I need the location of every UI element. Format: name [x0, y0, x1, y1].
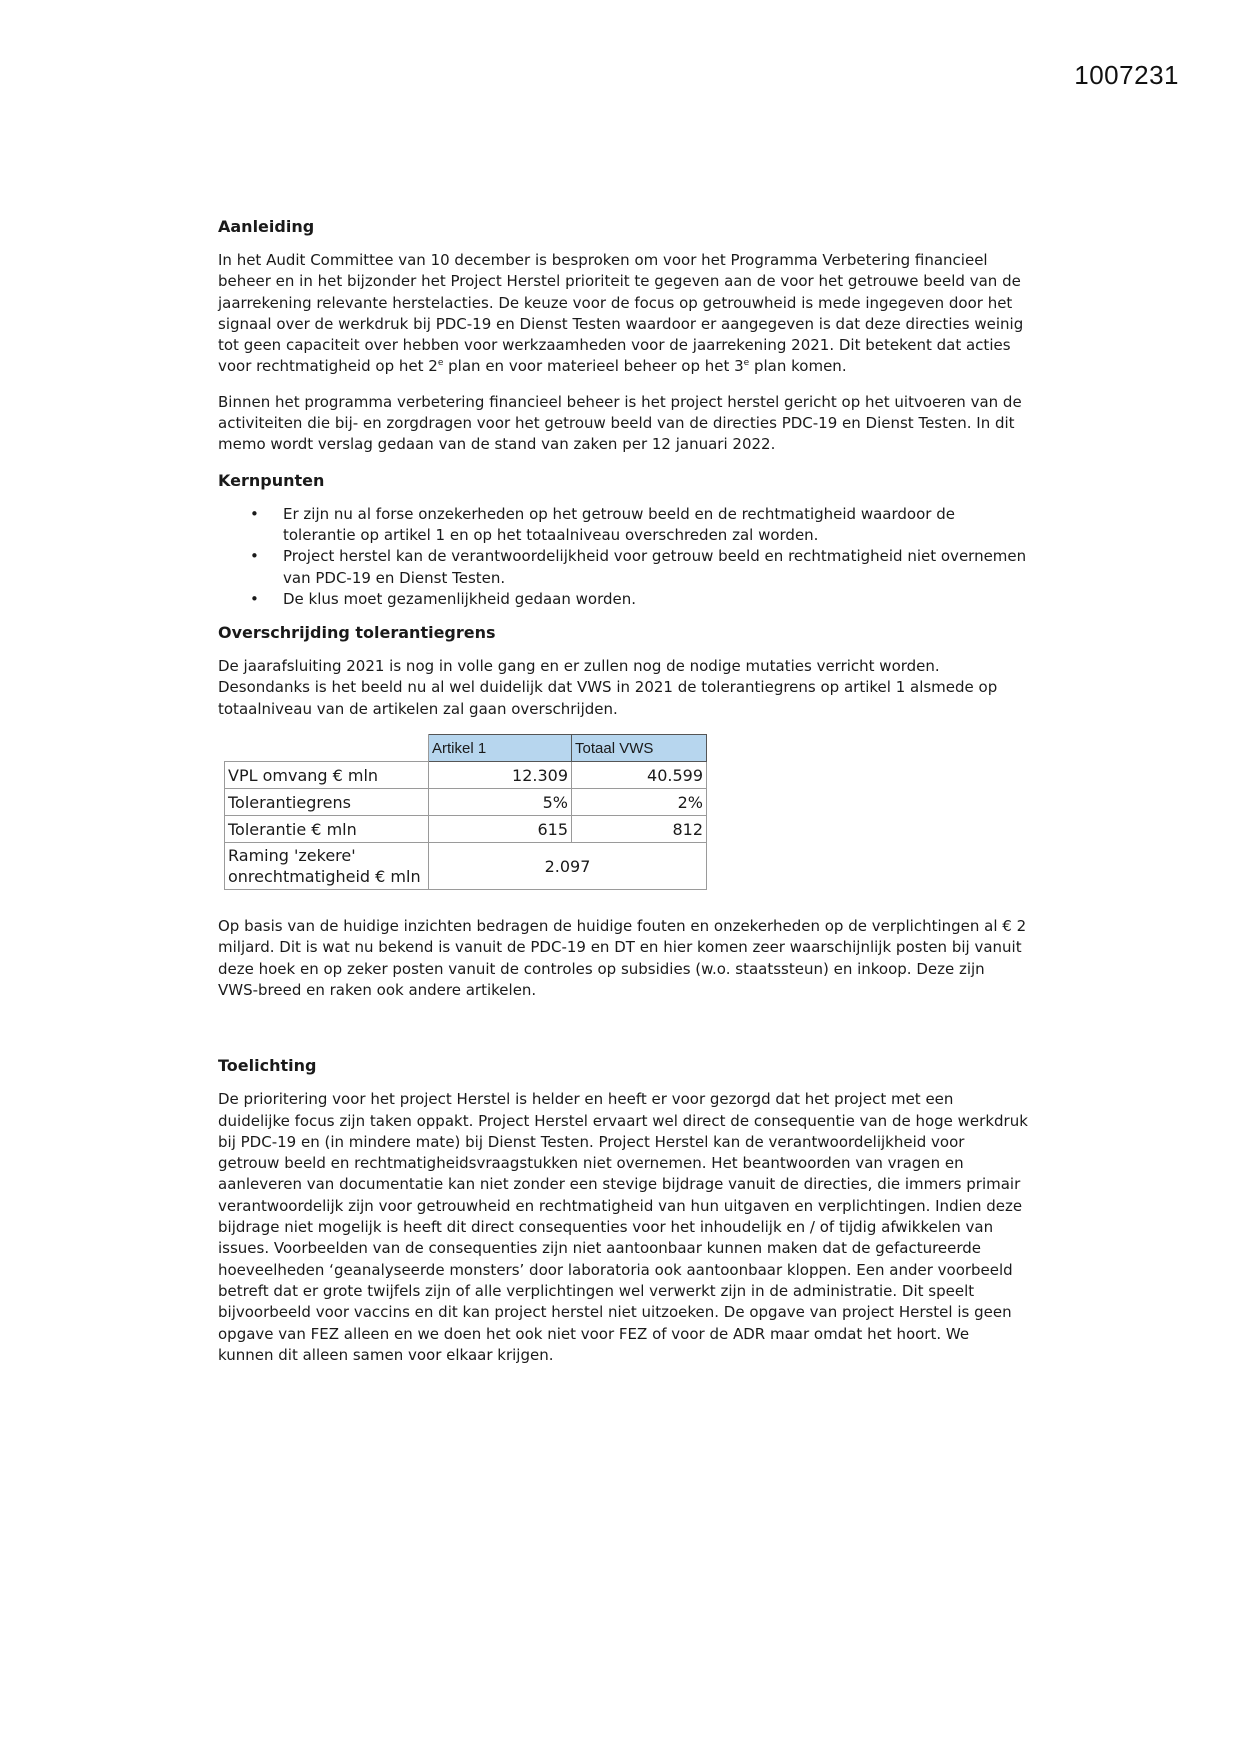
list-item: • De klus moet gezamenlijkheid gedaan worden. [283, 589, 1028, 610]
table-row-label-line-1: Raming 'zekere' [228, 846, 356, 866]
table-cell: 812 [572, 816, 707, 843]
table-row [225, 762, 707, 789]
document-number: 1007231 [1074, 60, 1179, 90]
table-row [225, 816, 707, 843]
overschrijding-paragraph-1: De jaarafsluiting 2021 is nog in volle gang en er zullen nog de nodige mutaties verricht worden. Desondanks is het beeld nu al wel duidelijk dat VWS in 2021 de tolerantiegrens op artikel 1 alsmede op totaalniveau van de artikelen zal gaan overschrijden. [218, 657, 998, 718]
aanleiding-p1-text-3: plan komen. [749, 357, 847, 376]
table-header-artikel-1: Artikel 1 [429, 735, 572, 762]
table-header-totaal-vws: Totaal VWS [572, 735, 707, 762]
aanleiding-p1-text-2: plan en voor materieel beheer op het 3 [443, 357, 744, 376]
section-spacer [218, 1015, 1028, 1055]
aanleiding-paragraph-1 [218, 250, 1028, 378]
table-header-row [225, 735, 707, 762]
kernpunten-list [218, 504, 1028, 610]
table-row-label-line-2: onrechtmatigheid € mln [228, 867, 421, 887]
table-cell: 40.599 [572, 762, 707, 789]
aanleiding-paragraph-2: Binnen het programma verbetering financieel beheer is het project herstel gericht op het uitvoeren van de activiteiten die bij- en zorgdragen voor het getrouw beeld van de directies PDC-19 en Dienst Testen. In dit memo wordt verslag gedaan van de stand van zaken per 12 januari 2022. [218, 392, 1022, 454]
aanleiding-p1-text: In het Audit Committee van 10 december is besproken om voor het Programma Verbetering financieel beheer en in het bijzonder het Project Herstel prioriteit te gegeven aan de voor het getrouwe beeld van de jaarrekening relevante herstelacties. De keuze voor de focus op getrouwheid is mede ingegeven door het signaal over de werkdruk bij PDC-19 en Dienst Testen waardoor er aangegeven is dat deze directies weinig tot geen capaciteit over hebben voor werkzaamheden voor de jaarrekening 2021. Dit betekent dat acties voor rechtmatigheid op het 2 [218, 251, 1024, 376]
list-item: • Er zijn nu al forse onzekerheden op het getrouw beeld en de rechtmatigheid waardoor de tolerantie op artikel 1 en op het totaalniveau overschreden zal worden. [283, 504, 1028, 547]
superscript-e-2: e [743, 358, 750, 369]
table-row-label: Tolerantie € mln [225, 816, 429, 843]
table-cell: 2% [572, 789, 707, 816]
overschrijding-paragraph-2: Op basis van de huidige inzichten bedragen de huidige fouten en onzekerheden op de verplichtingen al € 2 miljard. Dit is wat nu bekend is vanuit de PDC-19 en DT en hier komen zeer waarschijnlijk posten bij vanuit deze hoek en op zeker posten vanuit de controles op subsidies (w.o. staatssteun) en inkoop. Deze zijn VWS-breed en raken ook andere artikelen. [218, 917, 1027, 999]
toelichting-paragraph: De prioritering voor het project Herstel is helder en heeft er voor gezorgd dat het project met een duidelijke focus zijn taken oppakt. Project Herstel ervaart wel direct de consequentie van de hoge werkdruk bij PDC-19 en (in mindere mate) bij Dienst Testen. Project Herstel kan de verantwoordelijkheid voor getrouw beeld en rechtmatigheidsvraagstukken niet overnemen. Het beantwoorden van vragen en aanleveren van documentatie kan niet zonder een stevige bijdrage vanuit de directies, die immers primair verantwoordelijk zijn voor getrouwheid en rechtmatigheid van hun uitgaven en verplichtingen. Indien deze bijdrage niet mogelijk is heeft dit direct consequenties voor het inhoudelijk en / of tijdig afwikkelen van issues. Voorbeelden van de consequenties zijn niet aantoonbaar kunnen maken dat de gefactureerde hoeveelheden ‘geanalyseerde monsters’ door laboratoria ook aantoonbaar kloppen. Een ander voorbeeld betreft dat er grote twijfels zijn of alle verplichtingen wel verwerkt zijn in de administratie. Dit speelt bijvoorbeeld voor vaccins en dit kan project herstel niet uitzoeken. De opgave van project Herstel is geen opgave van FEZ alleen en we doen het ook niet voor FEZ of voor de ADR maar omdat het hoort. We kunnen dit alleen samen voor elkaar krijgen. [218, 1090, 1028, 1364]
table-row-label: VPL omvang € mln [225, 762, 429, 789]
heading-toelichting: Toelichting [218, 1056, 317, 1076]
table-row [225, 843, 707, 890]
memo-body [218, 216, 1028, 1380]
tolerance-table [224, 734, 707, 890]
list-item: • Project herstel kan de verantwoordelijkheid voor getrouw beeld en rechtmatigheid niet overnemen van PDC-19 en Dienst Testen. [283, 546, 1028, 589]
table-merged-cell: 2.097 [429, 843, 707, 890]
table-cell: 615 [429, 816, 572, 843]
heading-kernpunten: Kernpunten [218, 470, 325, 490]
heading-aanleiding: Aanleiding [218, 217, 315, 236]
table-cell: 5% [429, 789, 572, 816]
table-corner-cell [225, 735, 429, 762]
table-row [225, 789, 707, 816]
table-cell: 12.309 [429, 762, 572, 789]
table-row-label [225, 843, 429, 890]
superscript-e: e [437, 358, 444, 369]
table-row-label: Tolerantiegrens [225, 789, 429, 816]
heading-overschrijding: Overschrijding tolerantiegrens [218, 623, 496, 643]
